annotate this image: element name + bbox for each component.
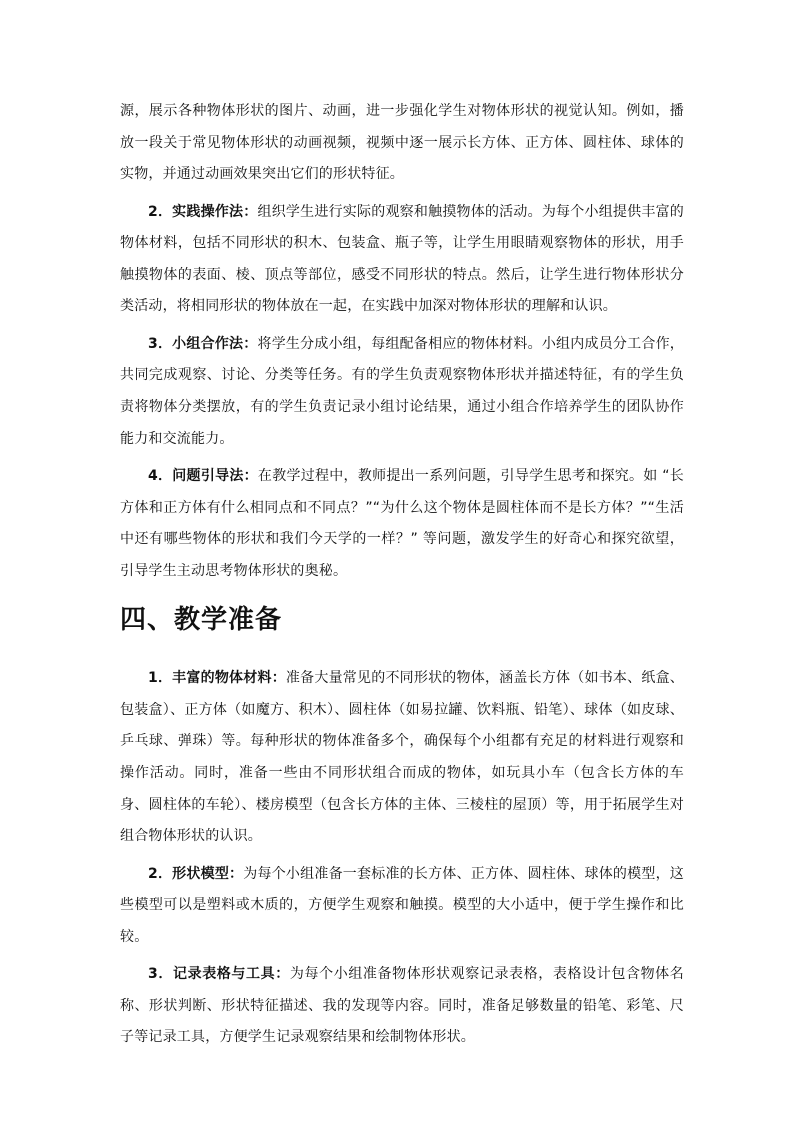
paragraph-lead: 1．丰富的物体材料：: [148, 670, 286, 687]
section-heading: 四、教学准备: [120, 605, 283, 636]
paragraph-lead: 3．小组合作法：: [148, 335, 258, 352]
paragraph-group-method: [120, 329, 684, 455]
paragraph-lead: 2．形状模型：: [148, 865, 244, 882]
paragraph-text: 将学生分成小组，每组配备相应的物体材料。小组内成员分工合作，共同完成观察、讨论、分类等任务。有的学生负责观察物体形状并描述特征，有的学生负责将物体分类摆放，有的学生负责记录小组讨论结果，通过小组合作培养学生的团队协作能力和交流能力。: [120, 335, 684, 447]
paragraph-continuation: [120, 96, 684, 191]
paragraph-text: 准备大量常见的不同形状的物体，涵盖长方体（如书本、纸盒、包装盒）、正方体（如魔方、积木）、圆柱体（如易拉罐、饮料瓶、铅笔）、球体（如皮球、乒乓球、弹珠）等。每种形状的物体准备多个，确保每个小组都有充足的材料进行观察和操作活动。同时，准备一些由不同形状组合而成的物体，如玩具小车（包含长方体的车身、圆柱体的车轮）、楼房模型（包含长方体的主体、三棱柱的屋顶）等，用于拓展学生对组合物体形状的认识。: [120, 670, 684, 845]
paragraph-text: 源，展示各种物体形状的图片、动画，进一步强化学生对物体形状的视觉认知。例如，播放一段关于常见物体形状的动画视频，视频中逐一展示长方体、正方体、圆柱体、球体的实物，并通过动画效果突出它们的形状特征。: [120, 103, 684, 183]
paragraph-practice-method: [120, 197, 684, 323]
document-body: [120, 96, 684, 1060]
paragraph-models: [120, 859, 684, 954]
paragraph-text: 组织学生进行实际的观察和触摸物体的活动。为每个小组提供丰富的物体材料，包括不同形状的积木、包装盒、瓶子等，让学生用眼睛观察物体的形状，用手触摸物体的表面、棱、顶点等部位，感受不同形状的特点。然后，让学生进行物体形状分类活动，将相同形状的物体放在一起，在实践中加深对物体形状的理解和认识。: [120, 203, 684, 315]
paragraph-record-tools: [120, 959, 684, 1054]
paragraph-text: 为每个小组准备物体形状观察记录表格，表格设计包含物体名称、形状判断、形状特征描述、我的发现等内容。同时，准备足够数量的铅笔、彩笔、尺子等记录工具，方便学生记录观察结果和绘制物体形状。: [120, 966, 684, 1046]
paragraph-materials: [120, 663, 684, 853]
paragraph-lead: 4．问题引导法：: [148, 467, 258, 484]
paragraph-lead: 3．记录表格与工具：: [148, 966, 290, 983]
paragraph-question-method: [120, 461, 684, 587]
paragraph-lead: 2．实践操作法：: [148, 203, 258, 220]
paragraph-text: 为每个小组准备一套标准的长方体、正方体、圆柱体、球体的模型，这些模型可以是塑料或木质的，方便学生观察和触摸。模型的大小适中，便于学生操作和比较。: [120, 865, 684, 945]
paragraph-text: 在教学过程中，教师提出一系列问题，引导学生思考和探究。如 “长方体和正方体有什么相同点和不同点？”“为什么这个物体是圆柱体而不是长方体？”“生活中还有哪些物体的形状和我们今天学的一样？” 等问题，激发学生的好奇心和探究欲望，引导学生主动思考物体形状的奥秘。: [120, 467, 684, 579]
